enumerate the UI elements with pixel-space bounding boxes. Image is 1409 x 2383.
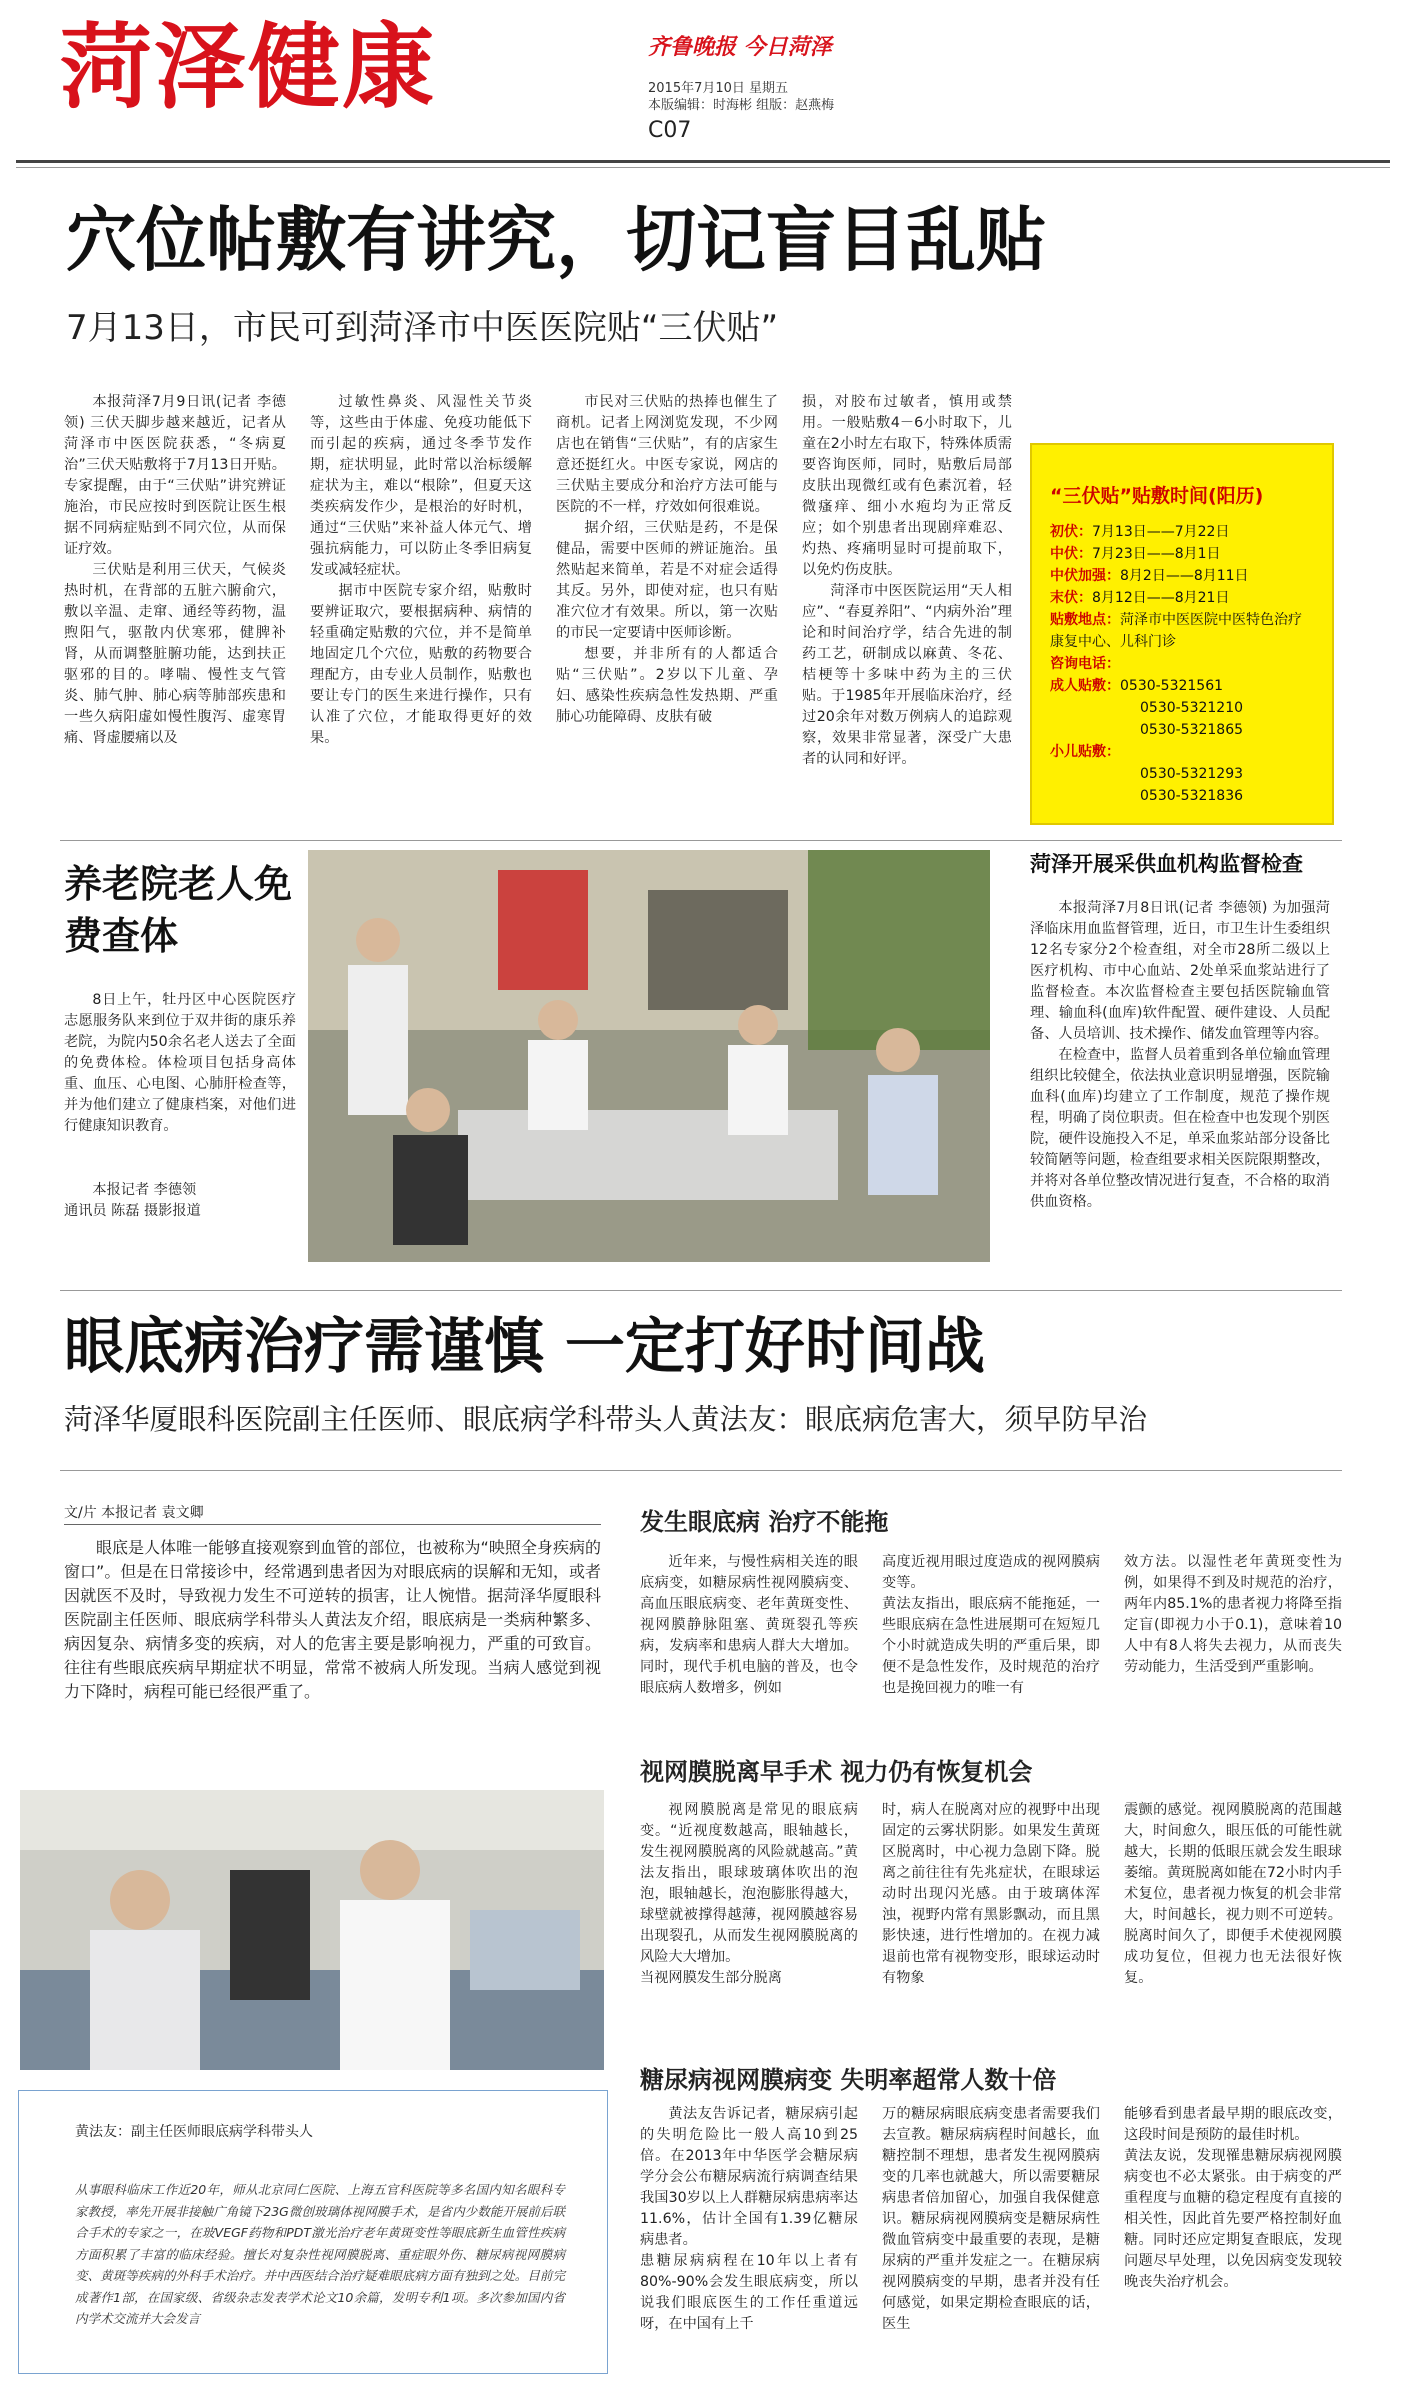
schedule-row <box>1050 675 1312 697</box>
paragraph: 视网膜脱离是常见的眼底病变。“近视度数越高，眼轴越长，发生视网膜脱离的风险就越高。”黄法友指出，眼球玻璃体吹出的泡泡，眼轴越长，泡泡膨胀得越大，球壁就被撑得越薄，视网膜越容易出现裂孔，从而发生视网膜脱离的风险大大增加。 当视网膜发生部分脱离 <box>640 1802 858 1986</box>
paragraph: 三伏贴是利用三伏天，气候炎热时机，在背部的五脏六腑俞穴，敷以辛温、走窜、通经等药物，温煦阳气，驱散内伏寒邪，健脾补肾，从而调整脏腑功能，达到扶正驱邪的目的。哮喘、慢性支气管炎、肺气肿、肺心病等肺部疾患和一些久病阳虚如慢性腹泻、虚寒胃痛、肾虚腰痛以及 <box>64 562 286 746</box>
paragraph: 能够看到患者最早期的眼底改变，这段时间是预防的最佳时机。 黄法友说，发现罹患糖尿病视网膜病变也不必太紧张。由于病变的严重程度与血糖的稳定程度有直接的相关性，因此首先要严格控制好血糖。同时还应定期复查眼底，发现问题尽早处理，以免因病变发现较晚丧失治疗机会。 <box>1124 2106 1342 2290</box>
article3-headline: 菏泽开展采供血机构监督检查 <box>1030 852 1303 876</box>
newspaper-brand: 齐鲁晚报 今日菏泽 <box>648 34 832 60</box>
section1-column-3 <box>1124 1552 1342 1724</box>
schedule-row <box>1050 565 1312 587</box>
schedule-list <box>1050 521 1312 807</box>
photo-illustration <box>20 1790 604 2070</box>
schedule-row <box>1050 785 1312 807</box>
section-divider <box>60 1290 1342 1291</box>
paragraph: 想要，并非所有的人都适合贴“三伏贴”。2岁以下儿童、孕妇、感染性疾病急性发热期、严重肺心功能障碍、皮肤有破 <box>556 646 778 725</box>
schedule-value: 7月23日——8月1日 <box>1092 546 1221 562</box>
article4-subhead: 菏泽华厦眼科医院副主任医师、眼底病学科带头人黄法友：眼底病危害大，须早防早治 <box>64 1403 1148 1436</box>
section1-title: 发生眼底病 治疗不能拖 <box>640 1508 889 1536</box>
masthead-title: 菏泽健康 <box>60 14 437 121</box>
paragraph: 时，病人在脱离对应的视野中出现固定的云雾状阴影。如果发生黄斑区脱离时，中心视力急剧下降。脱离之前往往有先兆症状，在眼球运动时出现闪光感。由于玻璃体浑浊，视野内常有黑影飘动，而且黑影快速，进行性增加的。在视力减退前也常有视物变形，眼球运动时有物象 <box>882 1802 1100 1986</box>
schedule-label: 末伏： <box>1050 590 1092 606</box>
section3-column-3 <box>1124 2104 1342 2374</box>
schedule-value: 8月2日——8月11日 <box>1120 568 1249 584</box>
schedule-label: 中伏加强： <box>1050 568 1120 584</box>
article1-subhead: 7月13日，市民可到菏泽市中医医院贴“三伏贴” <box>66 308 779 348</box>
paragraph: 万的糖尿病眼底病变患者需要我们去宣教。糖尿病病程时间越长，血糖控制不理想，患者发生视网膜病变的几率也就越大，所以需要糖尿病患者倍加留心，加强自我保健意识。糖尿病视网膜病变是糖尿病性微血管病变中最重要的表现，是糖尿病的严重并发症之一。在糖尿病视网膜病变的早期，患者并没有任何感觉，如果定期检查眼底的话，医生 <box>882 2106 1100 2332</box>
schedule-row <box>1050 609 1312 653</box>
section3-column-1 <box>640 2104 858 2374</box>
schedule-title: “三伏贴”贴敷时间(阳历) <box>1050 485 1264 507</box>
schedule-row <box>1050 763 1312 785</box>
section2-column-3 <box>1124 1800 1342 2040</box>
byline-rule <box>64 1524 601 1525</box>
section2-title: 视网膜脱离早手术 视力仍有恢复机会 <box>640 1758 1033 1786</box>
paragraph: 高度近视用眼过度造成的视网膜病变等。 黄法友指出，眼底病不能拖延，一些眼底病在急性进展期可在短短几个小时就造成失明的严重后果，即便不是急性发作，及时规范的治疗也是挽回视力的唯一有 <box>882 1554 1100 1696</box>
paragraph: 8日上午，牡丹区中心医院医疗志愿服务队来到位于双井街的康乐养老院，为院内50余名老人送去了全面的免费体检。体检项目包括身高体重、血压、心电图、心肺肝检查等，并为他们建立了健康档案，对他们进行健康知识教育。 <box>64 992 296 1134</box>
paragraph: 市民对三伏贴的热捧也催生了商机。记者上网浏览发现，不少网店也在销售“三伏贴”，有的店家生意还挺红火。中医专家说，网店的三伏贴主要成分和治疗方法可能与医院的不一样，疗效如何很难说。 <box>556 394 778 515</box>
schedule-row <box>1050 543 1312 565</box>
schedule-row <box>1050 653 1312 675</box>
eye-exam-photo <box>20 1790 604 2070</box>
section-divider <box>60 1470 1342 1471</box>
schedule-row <box>1050 521 1312 543</box>
section2-column-1 <box>640 1800 858 2040</box>
article4-lead <box>64 1536 601 1746</box>
paragraph: 效方法。以湿性老年黄斑变性为例，如果得不到及时规范的治疗，两年内85.1%的患者视力将降至指定盲(即视力小于0.1)，意味着10人中有8人将失去视力，从而丧失劳动能力，生活受到严重影响。 <box>1124 1554 1342 1675</box>
schedule-value: 0530-5321293 <box>1140 766 1244 782</box>
section1-column-1 <box>640 1552 858 1724</box>
schedule-label: 成人贴敷： <box>1050 678 1120 694</box>
paragraph: 本报菏泽7月8日讯(记者 李德领) 为加强菏泽临床用血监督管理，近日，市卫生计生委组织12名专家分2个检查组，对全市28所二级以上医疗机构、市中心血站、2处单采血浆站进行了监督检查。本次监督检查主要包括医院输血管理、输血科(血库)软件配置、硬件建设、人员配备、人员培训、技术操作、储发血管理等内容。 <box>1030 900 1330 1042</box>
schedule-row <box>1050 719 1312 741</box>
schedule-value: 0530-5321210 <box>1140 700 1244 716</box>
schedule-label: 贴敷地点： <box>1050 612 1120 628</box>
article3-body <box>1030 898 1330 1262</box>
section-divider <box>60 840 1342 841</box>
nursing-home-checkup-photo <box>308 850 990 1262</box>
schedule-row <box>1050 741 1312 763</box>
article1-column-1 <box>64 392 286 812</box>
paragraph: 震颤的感觉。视网膜脱离的范围越大，时间愈久，眼压低的可能性就越大，长期的低眼压就会发生眼球萎缩。黄斑脱离如能在72小时内手术复位，患者视力恢复的机会非常大，时间越长，视力则不可逆转。脱离时间久了，即便手术使视网膜成功复位，但视力也无法很好恢复。 <box>1124 1802 1342 1986</box>
page-number: C07 <box>648 118 692 143</box>
paragraph: 菏泽市中医医院运用“天人相应”、“春夏养阳”、“内病外治”理论和时间治疗学，结合先进的制药工艺，研制成以麻黄、冬花、桔梗等十多味中药为主的三伏贴。于1985年开展临床治疗，经过20余年对数万例病人的追踪观察，效果非常显著，深受广大患者的认同和好评。 <box>802 583 1012 767</box>
paragraph: 黄法友告诉记者，糖尿病引起的失明危险比一般人高10到25倍。在2013年中华医学会糖尿病学分会公布糖尿病流行病调查结果我国30岁以上人群糖尿病患病率达11.6%，估计全国有1.39亿糖尿病患者。 患糖尿病病程在10年以上者有80%-90%会发生眼底病变，所以说我们眼底医生的工作任重道远呀，在中国有上千 <box>640 2106 858 2332</box>
section3-title: 糖尿病视网膜病变 失明率超常人数十倍 <box>640 2066 1057 2094</box>
article1-column-3 <box>556 392 778 812</box>
credit-line: 通讯员 陈磊 摄影报道 <box>64 1203 201 1219</box>
article1-column-2 <box>310 392 532 812</box>
section2-column-2 <box>882 1800 1100 2040</box>
paragraph: 近年来，与慢性病相关连的眼底病变，如糖尿病性视网膜病变、高血压眼底病变、老年黄斑变性、视网膜静脉阻塞、黄斑裂孔等疾病，发病率和患病人群大大增加。同时，现代手机电脑的普及，也令眼底病人数增多，例如 <box>640 1554 858 1696</box>
schedule-label: 小儿贴敷： <box>1050 744 1120 760</box>
schedule-value: 8月12日——8月21日 <box>1092 590 1230 606</box>
schedule-row <box>1050 587 1312 609</box>
doctor-profile-box <box>18 2090 608 2374</box>
schedule-value: 0530-5321865 <box>1140 722 1244 738</box>
schedule-label: 中伏： <box>1050 546 1092 562</box>
article4-headline: 眼底病治疗需谨慎 一定打好时间战 <box>64 1312 985 1382</box>
schedule-value: 0530-5321836 <box>1140 788 1244 804</box>
schedule-value: 7月13日——7月22日 <box>1092 524 1230 540</box>
paragraph: 损，对胶布过敏者，慎用或禁用。一般贴敷4－6小时取下，儿童在2小时左右取下，特殊体质需要咨询医师，同时，贴敷后局部皮肤出现微红或有色素沉着，轻微瘙痒、细小水疱均为正常反应；如个别患者出现剧痒难忍、灼热、疼痛明显时可提前取下，以免灼伤皮肤。 <box>802 394 1012 578</box>
sanfu-schedule-box <box>1030 443 1334 825</box>
article2-credits <box>64 1180 296 1224</box>
masthead-rule <box>16 160 1390 163</box>
credit-line: 本报记者 李德领 <box>92 1182 197 1198</box>
paragraph: 据介绍，三伏贴是药，不是保健品，需要中医师的辨证施治。虽然贴起来简单，若是不对症会适得其反。另外，即使对症，也只有贴准穴位才有效果。所以，第一次贴的市民一定要请中医师诊断。 <box>556 520 778 641</box>
paragraph: 眼底是人体唯一能够直接观察到血管的部位，也被称为“映照全身疾病的窗口”。但是在日常接诊中，经常遇到患者因为对眼底病的误解和无知，或者因就医不及时，导致视力发生不可逆转的损害，让人惋惜。据菏泽华厦眼科医院副主任医师、眼底病学科带头人黄法友介绍，眼底病是一类病种繁多、病因复杂、病情多变的疾病，对人的危害主要是影响视力，严重的可致盲。往往有些眼底疾病早期症状不明显，常常不被病人所发现。当病人感觉到视力下降时，病程可能已经很严重了。 <box>64 1538 601 1701</box>
article2-body <box>64 990 296 1180</box>
paragraph: 在检查中，监督人员着重到各单位输血管理组织比较健全，依法执业意识明显增强，医院输血科(血库)均建立了工作制度，规范了操作规程，明确了岗位职责。但在检查中也发现个别医院，硬件设施投入不足，单采血浆站部分设备比较简陋等问题，检查组要求相关医院限期整改，并将对各单位整改情况进行复查，不合格的取消供血资格。 <box>1030 1047 1330 1210</box>
schedule-value: 菏泽市中医医院中医特色治疗康复中心、儿科门诊 <box>1050 612 1302 650</box>
section1-column-2 <box>882 1552 1100 1724</box>
issue-date: 2015年7月10日 星期五 <box>648 81 789 96</box>
paragraph: 本报菏泽7月9日讯(记者 李德领) 三伏天脚步越来越近，记者从菏泽市中医医院获悉，“冬病夏治”三伏天贴敷将于7月13日开贴。专家提醒，由于“三伏贴”讲究辨证施治，市民应按时到医院让医生根据不同病症贴到不同穴位，从而保证疗效。 <box>64 394 286 557</box>
photo-illustration <box>308 850 990 1262</box>
masthead-rule-thin <box>16 167 1390 168</box>
article1-column-4 <box>802 392 1012 812</box>
editor-credit: 本版编辑：时海彬 组版：赵燕梅 <box>648 98 835 113</box>
profile-body: 从事眼科临床工作近20年，师从北京同仁医院、上海五官科医院等多名国内知名眼科专家教授，率先开展非接触广角镜下23G微创玻璃体视网膜手术，是省内少数能开展前后联合手术的专家之一，在玻VEGF药物和PDT激光治疗老年黄斑变性等眼底新生血管性疾病方面积累了丰富的临床经验。擅长对复杂性视网膜脱离、重症眼外伤、糖尿病视网膜病变、黄斑等疾病的外科手术治疗。并中西医结合治疗疑难眼底病方面有独到之处。目前完成著作1部，在国家级、省级杂志发表学术论文10余篇，发明专利1项。多次参加国内省内学术交流并大会发言 <box>75 2182 565 2326</box>
article1-headline: 穴位帖敷有讲究，切记盲目乱贴 <box>66 199 1046 281</box>
schedule-value: 0530-5321561 <box>1120 678 1224 694</box>
article2-headline: 养老院老人免费查体 <box>64 862 293 958</box>
section3-column-2 <box>882 2104 1100 2374</box>
schedule-label: 咨询电话： <box>1050 656 1120 672</box>
schedule-label: 初伏： <box>1050 524 1092 540</box>
masthead-meta <box>648 80 834 114</box>
paragraph: 过敏性鼻炎、风湿性关节炎等，这些由于体虚、免疫功能低下而引起的疾病，通过冬季节发作期，症状明显，此时常以治标缓解症状为主，难以“根除”，但夏天这类疾病发作少，是根治的好时机，通过“三伏贴”来补益人体元气、增强抗病能力，可以防止冬季旧病复发或减轻症状。 <box>310 394 532 578</box>
profile-title: 黄法友：副主任医师眼底病学科带头人 <box>75 2124 313 2140</box>
article4-byline: 文/片 本报记者 袁文卿 <box>64 1505 204 1521</box>
schedule-row <box>1050 697 1312 719</box>
paragraph: 据市中医院专家介绍，贴敷时要辨证取穴，要根据病种、病情的轻重确定贴敷的穴位，并不是简单地固定几个穴位，贴敷的药物要合理配方，由专业人员制作，贴敷也要让专门的医生来进行操作，只有认准了穴位，才能取得更好的效果。 <box>310 583 532 746</box>
